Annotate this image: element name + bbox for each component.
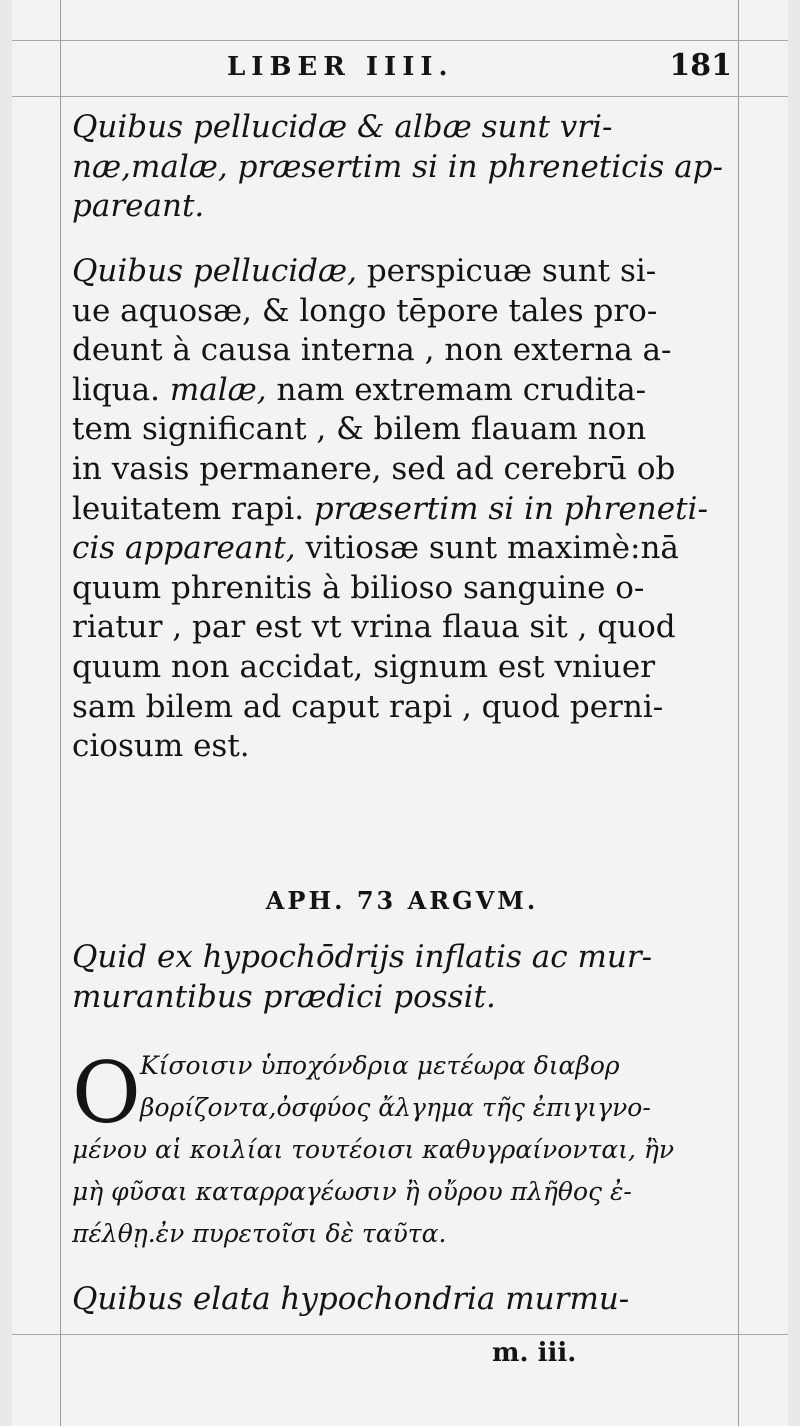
text-segment: in vasis permanere, sed ad cerebrū ob bbox=[72, 450, 676, 487]
ruled-line bbox=[738, 0, 739, 1426]
ruled-line bbox=[12, 40, 788, 41]
text-segment: ue aquosæ, & longo tēpore tales pro- bbox=[72, 292, 658, 329]
aphorism-heading: APH. 73 ARGVM. bbox=[265, 886, 539, 915]
book-page bbox=[12, 0, 788, 1426]
text-segment: cis appareant, bbox=[72, 530, 296, 567]
text-segment: Quibus pellucidæ, bbox=[72, 253, 357, 289]
greek-line: μένου αἱ κοιλίαι τουτέοισι καθυγραίνονται, ἢν bbox=[72, 1135, 675, 1164]
text-line bbox=[72, 569, 732, 609]
text-line: Quibus pellucidæ & albæ sunt vri- bbox=[72, 109, 613, 145]
text-segment: leuitatem rapi. bbox=[72, 490, 314, 527]
text-segment: deunt à causa interna , non externa a- bbox=[72, 332, 672, 369]
text-line bbox=[72, 688, 732, 728]
text-segment: nam extremam crudita- bbox=[266, 371, 647, 408]
text-line bbox=[72, 331, 732, 371]
text-line: pareant. bbox=[72, 188, 205, 225]
ruled-line bbox=[12, 96, 788, 97]
greek-line: μὴ φῦσαι καταρραγέωσιν ἢ οὔρου πλῆθος ἐ- bbox=[72, 1177, 632, 1206]
ruled-line bbox=[12, 1334, 788, 1335]
greek-line: βορίζοντα,ὀσφύος ἄλγημα τῆς ἐπιγιγνο- bbox=[140, 1093, 651, 1122]
text-line bbox=[72, 450, 732, 490]
argument-text bbox=[72, 938, 732, 1017]
text-line bbox=[72, 292, 732, 332]
text-line bbox=[72, 529, 732, 569]
text-line bbox=[72, 727, 732, 767]
text-segment: perspicuæ sunt si- bbox=[356, 253, 657, 289]
text-line: murantibus prædici possit. bbox=[72, 978, 496, 1015]
aphorism-text bbox=[72, 108, 732, 227]
text-line bbox=[72, 252, 732, 292]
greek-line: Κίσοισιν ὑποχόνδρια μετέωρα διαβορ bbox=[140, 1051, 620, 1080]
text-segment: præsertim si in phreneti- bbox=[313, 490, 708, 527]
page-header bbox=[72, 48, 732, 88]
text-segment: riatur , par est vt vrina flaua sit , quod bbox=[72, 609, 676, 646]
text-segment: malæ, bbox=[169, 371, 267, 408]
greek-aphorism bbox=[72, 1045, 732, 1255]
text-segment: quum phrenitis à bilioso sanguine o- bbox=[72, 569, 645, 606]
text-line: Quibus elata hypochondria murmu- bbox=[72, 1281, 630, 1317]
text-line bbox=[72, 608, 732, 648]
translation-text bbox=[72, 1280, 732, 1320]
signature-catchword: m. iii. bbox=[492, 1338, 577, 1368]
text-segment: sam bilem ad caput rapi , quod perni- bbox=[72, 688, 664, 725]
text-segment: ciosum est. bbox=[72, 728, 250, 765]
ruled-line bbox=[60, 0, 61, 1426]
text-segment: liqua. bbox=[72, 371, 170, 408]
text-line bbox=[72, 490, 732, 530]
text-line bbox=[72, 371, 732, 411]
text-segment: quum non accidat, signum est vniuer bbox=[72, 648, 656, 685]
text-segment: vitiosæ sunt maximè:nā bbox=[295, 530, 679, 567]
drop-cap: O bbox=[72, 1044, 141, 1142]
commentary-text bbox=[72, 252, 732, 767]
text-line: Quid ex hypochōdrijs inflatis ac mur- bbox=[72, 939, 653, 975]
text-line: næ,malæ, præsertim si in phreneticis ap- bbox=[72, 148, 723, 185]
folio-number: 181 bbox=[669, 48, 732, 83]
greek-line: πέλθῃ.ἐν πυρετοῖσι δὲ ταῦτα. bbox=[72, 1219, 447, 1248]
text-segment: tem significant , & bilem flauam non bbox=[72, 411, 647, 448]
running-title: LIBER IIII. bbox=[227, 52, 454, 82]
text-line bbox=[72, 648, 732, 688]
text-line bbox=[72, 410, 732, 450]
